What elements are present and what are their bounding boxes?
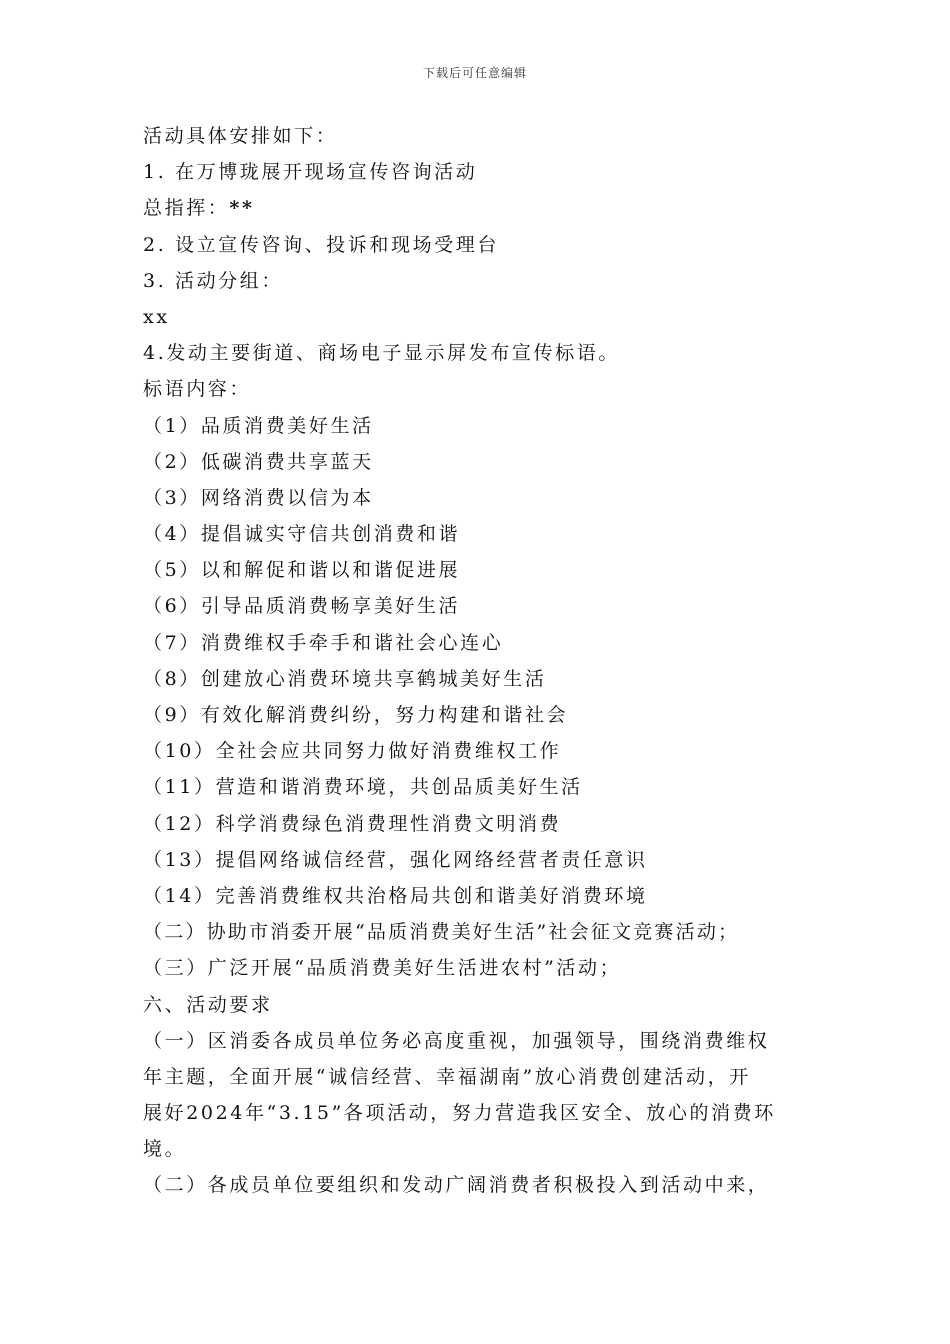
slogan-item: （2）低碳消费共享蓝天 bbox=[143, 450, 374, 473]
text-line: （三）广泛开展“品质消费美好生活进农村”活动； bbox=[143, 957, 622, 980]
commander-name-masked: ** bbox=[229, 197, 255, 220]
text-line: 3. 活动分组： bbox=[143, 269, 283, 292]
paragraph-line: 境。 bbox=[143, 1138, 187, 1161]
section-heading: 六、活动要求 bbox=[143, 993, 273, 1016]
slogan-item: （5）以和解促和谐以和谐促进展 bbox=[143, 559, 461, 582]
slogan-item: （13）提倡网络诚信经营，强化网络经营者责任意识 bbox=[143, 848, 648, 871]
paragraph-line: （二）各成员单位要组织和发动广阔消费者积极投入到活动中来， bbox=[143, 1174, 770, 1197]
page-header-note: 下载后可任意编辑 bbox=[422, 66, 527, 80]
text-line: 2. 设立宣传咨询、投诉和现场受理台 bbox=[143, 233, 499, 256]
slogan-item: （10）全社会应共同努力做好消费维权工作 bbox=[143, 740, 562, 763]
slogan-item: （7）消费维权手牵手和谐社会心连心 bbox=[143, 631, 504, 654]
paragraph-line: （一）区消委各成员单位务必高度重视，加强领导，围绕消费维权 bbox=[143, 1029, 770, 1052]
slogan-item: （3）网络消费以信为本 bbox=[143, 486, 374, 509]
slogan-item: （12）科学消费绿色消费理性消费文明消费 bbox=[143, 812, 562, 835]
slogan-item: （4）提倡诚实守信共创消费和谐 bbox=[143, 523, 461, 546]
paragraph-line: 展好2024年“3.15”各项活动，努力营造我区安全、放心的消费环 bbox=[143, 1102, 776, 1125]
text-line: 1. 在万博珑展开现场宣传咨询活动 bbox=[143, 161, 478, 184]
slogan-item: （11）营造和谐消费环境，共创品质美好生活 bbox=[143, 776, 583, 799]
slogan-item: （1）品质消费美好生活 bbox=[143, 414, 374, 437]
slogan-item: （6）引导品质消费畅享美好生活 bbox=[143, 595, 461, 618]
text-line: xx bbox=[143, 305, 170, 328]
text-line: 活动具体安排如下： bbox=[143, 125, 338, 147]
requirement-paragraph-1 bbox=[143, 1023, 813, 1168]
slogan-item: （9）有效化解消费纠纷，努力构建和谐社会 bbox=[143, 704, 569, 726]
commander-label: 总指挥：** bbox=[143, 197, 255, 220]
requirement-paragraph-2 bbox=[143, 1167, 813, 1203]
document-body bbox=[143, 118, 813, 1204]
slogan-item: （14）完善消费维权共治格局共创和谐美好消费环境 bbox=[143, 884, 648, 907]
text-line: 4.发动主要街道、商场电子显示屏发布宣传标语。 bbox=[143, 342, 620, 365]
paragraph-line: 年主题，全面开展“诚信经营、幸福湖南”放心消费创建活动，开 bbox=[143, 1065, 751, 1088]
text-line bbox=[143, 190, 813, 226]
text-line: （二）协助市消委开展“品质消费美好生活”社会征文竞赛活动； bbox=[143, 921, 740, 944]
text-line: 标语内容： bbox=[143, 378, 252, 401]
slogan-item: （8）创建放心消费环境共享鹤城美好生活 bbox=[143, 667, 547, 690]
